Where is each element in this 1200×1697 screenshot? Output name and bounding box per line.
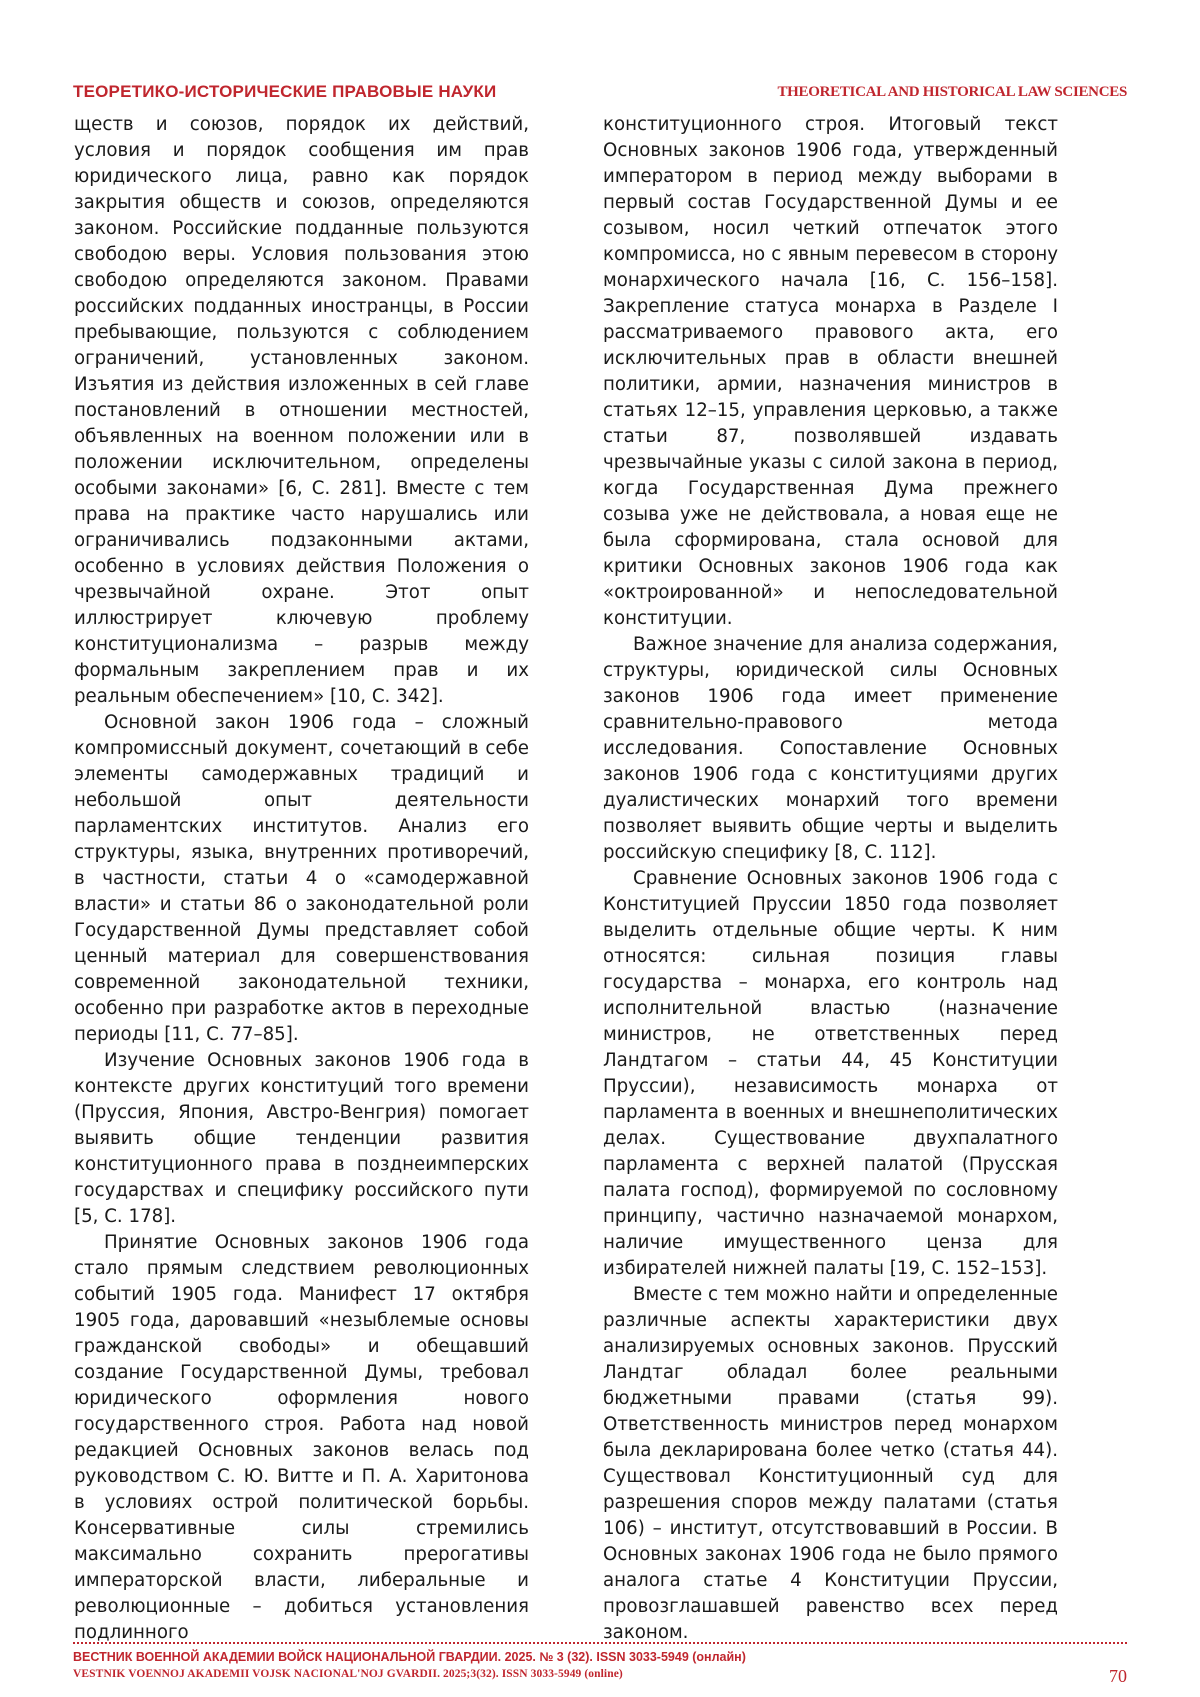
- footer-divider: [73, 1642, 1127, 1644]
- right-column: [603, 112, 1058, 1646]
- running-header-ru: ТЕОРЕТИКО-ИСТОРИЧЕСКИЕ ПРАВОВЫЕ НАУКИ: [73, 82, 497, 101]
- paragraph: Вместе с тем можно найти и определенные различные аспекты характеристики двух анализируемых основных законов. Прусский Ландтаг обладал более реальными бюджетными правами (статья 99). Ответственность министров перед монархом была декларирована более четко (статья 44). Существовал Конституционный суд для разрешения споров между палатами (статья 106) – институт, отсутствовавший в России. В Основных законах 1906 года не было прямого аналога статье 4 Конституции Пруссии, провозглашавшей равенство всех перед законом.: [603, 1284, 1058, 1643]
- running-header-en: THEORETICAL AND HISTORICAL LAW SCIENCES: [777, 84, 1127, 100]
- paragraph: Изучение Основных законов 1906 года в контексте других конституций того времени (Пруссия, Япония, Австро-Венгрия) помогает выявить общие тенденции развития конституционного права в позднеимперских государствах и специфику российского пути [5, С. 178].: [74, 1050, 529, 1227]
- paragraph: конституционного строя. Итоговый текст Основных законов 1906 года, утвержденный императором в период между выборами в первый состав Государственной Думы и ее созывом, носил четкий отпечаток этого компромисса, но с явным перевесом в сторону монархического начала [16, С. 156–158]. Закрепление статуса монарха в Разделе I рассматриваемого правового акта, его исключительных прав в области внешней политики, армии, назначения министров в статьях 12–15, управления церковью, а также статьи 87, позволявшей издавать чрезвычайные указы с силой закона в период, когда Государственная Дума прежнего созыва уже не действовала, а новая еще не была сформирована, стала основой для критики Основных законов 1906 года как «октроированной» и непоследовательной конституции.: [603, 114, 1058, 629]
- paragraph: Принятие Основных законов 1906 года стало прямым следствием революционных событий 1905 года. Манифест 17 октября 1905 года, даровавший «незыблемые основы гражданской свободы» и обещавший создание Государственной Думы, требовал юридического оформления нового государственного строя. Работа над новой редакцией Основных законов велась под руководством С. Ю. Витте и П. А. Харитонова в условиях острой политической борьбы. Консервативные силы стремились максимально сохранить прерогативы императорской власти, либеральные и революционные – добиться установления подлинного: [74, 1232, 529, 1643]
- paragraph: Сравнение Основных законов 1906 года с Конституцией Пруссии 1850 года позволяет выделить отдельные общие черты. К ним относятся: сильная позиция главы государства – монарха, его контроль над исполнительной властью (назначение министров, не ответственных перед Ландтагом – статьи 44, 45 Конституции Пруссии), независимость монарха от парламента в военных и внешнеполитических делах. Существование двухпалатного парламента с верхней палатой (Прусская палата господ), формируемой по сословному принципу, частично назначаемой монархом, наличие имущественного ценза для избирателей нижней палаты [19, С. 152–153].: [603, 868, 1058, 1279]
- paragraph: ществ и союзов, порядок их действий, условия и порядок сообщения им прав юридического лица, равно как порядок закрытия обществ и союзов, определяются законом. Российские подданные пользуются свободою веры. Условия пользования этою свободою определяются законом. Правами российских подданных иностранцы, в России пребывающие, пользуются с соблюдением ограничений, установленных законом. Изъятия из действия изложенных в сей главе постановлений в отношении местностей, объявленных на военном положении или в положении исключительном, определены особыми законами» [6, С. 281]. Вместе с тем права на практике часто нарушались или ограничивались подзаконными актами, особенно в условиях действия Положения о чрезвычайной охране. Этот опыт иллюстрирует ключевую проблему конституционализма – разрыв между формальным закреплением прав и их реальным обеспечением» [10, С. 342].: [74, 114, 529, 707]
- left-column: [74, 112, 529, 1646]
- paragraph: Важное значение для анализа содержания, структуры, юридической силы Основных законов 1906 года имеет применение сравнительно-правового метода исследования. Сопоставление Основных законов 1906 года с конституциями других дуалистических монархий того времени позволяет выявить общие черты и выделить российскую специфику [8, С. 112].: [603, 634, 1058, 863]
- paragraph: Основной закон 1906 года – сложный компромиссный документ, сочетающий в себе элементы самодержавных традиций и небольшой опыт деятельности парламентских институтов. Анализ его структуры, языка, внутренних противоречий, в частности, статьи 4 о «самодержавной власти» и статьи 86 о законодательной роли Государственной Думы представляет собой ценный материал для совершенствования современной законодательной техники, особенно при разработке актов в переходные периоды [11, С. 77–85].: [74, 712, 529, 1045]
- footer-journal-ru: ВЕСТНИК ВОЕННОЙ АКАДЕМИИ ВОЙСК НАЦИОНАЛЬНОЙ ГВАРДИИ. 2025. № 3 (32). ISSN 3033-5949 (онлайн): [73, 1650, 746, 1664]
- footer-journal-en: VESTNIK VOENNOJ AKADEMII VOJSK NACIONAL'NOJ GVARDII. 2025;3(32). ISSN 3033-5949 (online): [73, 1668, 623, 1680]
- page-number: 70: [1109, 1666, 1127, 1686]
